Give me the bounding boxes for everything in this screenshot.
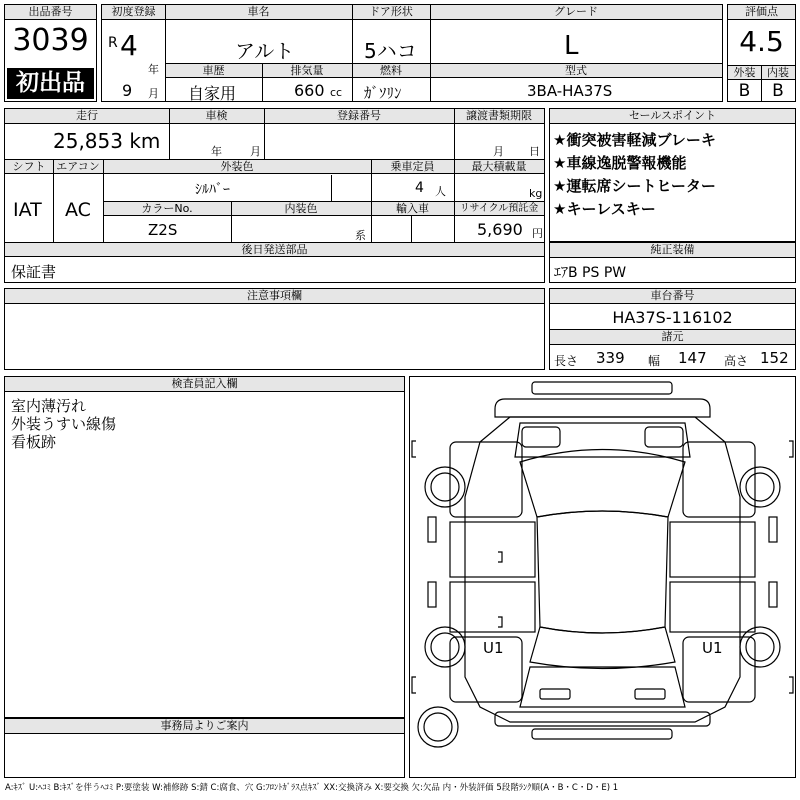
- damage-mark-right: U1: [702, 639, 723, 657]
- chassis-label: 車台番号: [550, 289, 795, 304]
- fuel: ｶﾞｿﾘﾝ: [364, 84, 402, 102]
- year-unit: 年: [148, 63, 159, 76]
- ac: AC: [65, 199, 91, 221]
- office-label: 事務局よりご案内: [5, 719, 404, 734]
- sales-point: ★衝突被害軽減ブレーキ: [553, 131, 716, 149]
- color-no: Z2S: [148, 221, 178, 239]
- model: 3BA-HA37S: [527, 82, 613, 100]
- height: 152: [760, 349, 789, 367]
- ext-color-label: 外装色: [103, 160, 371, 174]
- header-main-box: [101, 4, 723, 102]
- inspector-box: [4, 376, 405, 718]
- inspector-line: 外装うすい線傷: [11, 415, 117, 433]
- transfer-label: 譲渡書類期限: [454, 109, 544, 124]
- later-parts: 保証書: [11, 263, 57, 281]
- legend: A:ｷｽﾞ U:ﾍｺﾐ B:ｷｽﾞを伴うﾍｺﾐ P:要塗装 W:補修跡 S:錆 C:腐食、穴 G:ﾌﾛﾝﾄｶﾞﾗｽ点ｷｽﾞ XX:交換済み X:要交換 欠:欠品 内・外装評価 5段階ﾗﾝｸ順(A・B・C・D・E) 1: [5, 783, 619, 793]
- door-type: 5ハコ: [364, 39, 417, 63]
- inspector-line: 看板跡: [11, 433, 57, 451]
- spec-label: 諸元: [550, 330, 795, 345]
- ac-label: エアコン: [53, 160, 103, 174]
- int-score: B: [772, 81, 784, 101]
- load-label: 最大積載量: [454, 160, 544, 174]
- score-box: [727, 4, 796, 102]
- inspector-label: 検査員記入欄: [5, 377, 404, 392]
- mid-box: [4, 108, 545, 283]
- car-name: アルト: [235, 39, 295, 63]
- fuel-label: 燃料: [352, 64, 430, 78]
- width-label: 幅: [648, 354, 661, 368]
- displacement-label: 排気量: [262, 64, 352, 78]
- history-label: 車歴: [165, 64, 262, 78]
- equipment: ｴｱB PS PW: [554, 265, 627, 281]
- int-color-label: 内装色: [231, 202, 371, 216]
- office-box: [4, 718, 405, 778]
- car-name-label: 車名: [165, 5, 352, 20]
- width: 147: [678, 349, 707, 367]
- transfer-month-unit: 月: [493, 145, 504, 158]
- insp-year-unit: 年: [211, 145, 222, 158]
- sales-label: セールスポイント: [550, 109, 795, 124]
- sales-point: ★車線逸脱警報機能: [553, 154, 687, 172]
- chassis-box: [549, 288, 796, 370]
- mileage-label: 走行: [5, 109, 169, 124]
- recycle: 5,690: [477, 220, 523, 239]
- inspector-line: 室内薄汚れ: [11, 397, 87, 415]
- score: 4.5: [739, 25, 784, 58]
- regno-label: 登録番号: [264, 109, 454, 124]
- lot-number: 3039: [12, 23, 89, 58]
- height-label: 高さ: [724, 354, 749, 368]
- length-label: 長さ: [554, 354, 579, 368]
- equipment-box: [549, 242, 796, 283]
- ext-score-label: 外装: [728, 66, 761, 80]
- color-no-label: カラーNo.: [103, 202, 231, 216]
- shift: IAT: [13, 199, 42, 221]
- sales-box: [549, 108, 796, 242]
- history: 自家用: [188, 84, 237, 103]
- recycle-label: リサイクル預託金: [454, 202, 544, 216]
- sales-point: ★キーレスキー: [553, 200, 656, 218]
- first-listing-badge: 初出品: [7, 68, 94, 99]
- reg-label: 初度登録: [102, 5, 165, 20]
- lot-label: 出品番号: [5, 5, 96, 20]
- notes-label: 注意事項欄: [5, 289, 544, 304]
- reg-month: 9: [122, 81, 133, 100]
- yen-unit: 円: [532, 227, 543, 240]
- transfer-day-unit: 日: [529, 145, 540, 158]
- mileage: 25,853 km: [53, 129, 161, 153]
- later-label: 後日発送部品: [5, 243, 544, 257]
- era: R: [108, 35, 118, 51]
- door-label: ドア形状: [352, 5, 430, 20]
- seats: 4: [415, 180, 424, 196]
- inspection-label: 車検: [169, 109, 264, 124]
- reg-year: 4: [120, 29, 138, 62]
- displacement: 660: [294, 81, 325, 100]
- month-unit: 月: [148, 87, 159, 100]
- insp-month-unit: 月: [250, 145, 261, 158]
- import-label: 輸入車: [371, 202, 454, 216]
- grade: L: [564, 31, 579, 61]
- equipment-label: 純正装備: [550, 243, 795, 258]
- model-label: 型式: [430, 64, 722, 78]
- seats-label: 乗車定員: [371, 160, 454, 174]
- damage-mark-left: U1: [483, 639, 504, 657]
- cc-unit: cc: [330, 86, 343, 99]
- grade-label: グレード: [430, 5, 722, 20]
- car-diagram-box: [409, 376, 796, 778]
- shift-label: シフト: [5, 160, 53, 174]
- ext-color: ｼﾙﾊﾞｰ: [195, 182, 230, 198]
- load-unit: kg: [529, 187, 543, 200]
- score-label: 評価点: [728, 5, 795, 20]
- seats-unit: 人: [435, 185, 446, 198]
- ext-score: B: [738, 81, 751, 101]
- notes-box: [4, 288, 545, 370]
- int-score-label: 内装: [761, 66, 795, 80]
- int-color-unit: 系: [355, 229, 366, 242]
- sales-point: ★運転席シートヒーター: [553, 177, 716, 195]
- chassis-number: HA37S-116102: [612, 308, 733, 327]
- car-diagram: [410, 377, 795, 777]
- length: 339: [596, 349, 625, 367]
- lot-box: [4, 4, 97, 102]
